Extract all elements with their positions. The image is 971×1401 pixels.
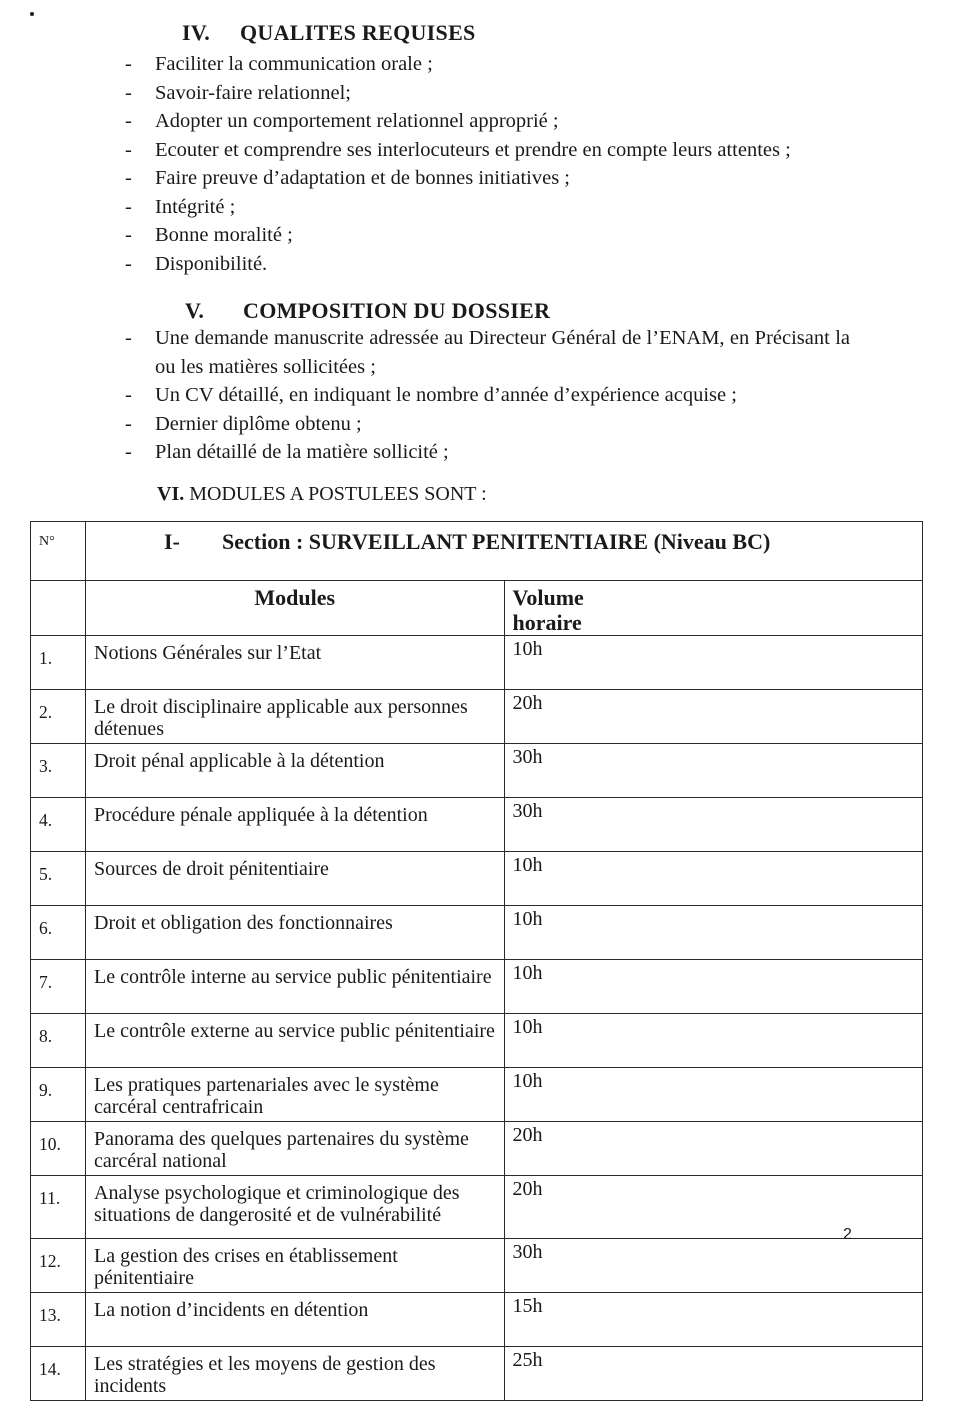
- row-number: 14.: [31, 1347, 86, 1401]
- section-title: Section : SURVEILLANT PENITENTIAIRE (Niveau BC): [222, 529, 771, 554]
- list-item: - Disponibilité.: [125, 250, 843, 279]
- module-name: Le droit disciplinaire applicable aux personnes détenues: [86, 690, 505, 744]
- bullet-dash: -: [125, 384, 132, 406]
- module-name: Le contrôle externe au service public pénitentiaire: [86, 1014, 505, 1068]
- section-iv-title: QUALITES REQUISES: [240, 20, 476, 45]
- module-name: La notion d’incidents en détention: [86, 1293, 505, 1347]
- list-item: - Un CV détaillé, en indiquant le nombre d’année d’expérience acquise ;: [125, 381, 850, 410]
- table-row: [31, 1239, 923, 1293]
- list-item: - Plan détaillé de la matière sollicité ;: [125, 438, 850, 467]
- module-volume: 10h: [504, 960, 923, 1014]
- module-name: Les pratiques partenariales avec le système carcéral centrafricain: [86, 1068, 505, 1122]
- module-volume: 20h: [504, 1122, 923, 1176]
- module-name: Le contrôle interne au service public pénitentiaire: [86, 960, 505, 1014]
- bullet-dash: -: [125, 53, 132, 75]
- bullet-dash: -: [125, 110, 132, 132]
- row-number: 9.: [31, 1068, 86, 1122]
- section-vi-number: VI.: [157, 483, 185, 505]
- table-row: [31, 1176, 923, 1239]
- module-name: Procédure pénale appliquée à la détention: [86, 798, 505, 852]
- list-item: - Une demande manuscrite adressée au Directeur Général de l’ENAM, en Précisant la ou les matières sollicitées ;: [125, 324, 850, 381]
- module-volume: 20h: [504, 690, 923, 744]
- list-item: - Bonne moralité ;: [125, 221, 843, 250]
- table-row: [31, 744, 923, 798]
- list-item: - Dernier diplôme obtenu ;: [125, 410, 850, 439]
- row-number: 7.: [31, 960, 86, 1014]
- bullet-dash: -: [125, 412, 132, 435]
- modules-table: [30, 521, 923, 1401]
- table-section-row: [31, 522, 923, 581]
- list-item: - Faciliter la communication orale ;: [125, 50, 843, 79]
- section-v-number: V.: [185, 298, 205, 323]
- module-name: Notions Générales sur l’Etat: [86, 636, 505, 690]
- bullet-dash: -: [125, 167, 132, 189]
- list-item: - Intégrité ;: [125, 193, 843, 222]
- module-name: La gestion des crises en établissement pénitentiaire: [86, 1239, 505, 1293]
- qualities-list: [125, 50, 843, 278]
- table-row: [31, 1293, 923, 1347]
- module-name: Sources de droit pénitentiaire: [86, 852, 505, 906]
- module-name: Panorama des quelques partenaires du système carcéral national: [86, 1122, 505, 1176]
- section-iv-number: IV.: [182, 20, 211, 45]
- module-volume: 30h: [504, 798, 923, 852]
- section-number: I-: [164, 529, 180, 554]
- section-v-heading: [185, 298, 550, 324]
- bullet-dash: -: [125, 327, 132, 349]
- table-row: [31, 1122, 923, 1176]
- list-item: - Savoir-faire relationnel;: [125, 79, 843, 108]
- module-volume: 10h: [504, 1068, 923, 1122]
- empty-header-cell: [31, 581, 86, 636]
- list-item: - Ecouter et comprendre ses interlocuteurs et prendre en compte leurs attentes ;: [125, 136, 843, 165]
- module-volume: 20h: [504, 1176, 923, 1239]
- module-volume: 10h: [504, 1014, 923, 1068]
- row-number: 11.: [31, 1176, 86, 1239]
- row-number: 6.: [31, 906, 86, 960]
- bullet-dash: -: [125, 441, 132, 463]
- bullet-dash: -: [125, 224, 132, 246]
- module-rows: [31, 636, 923, 1401]
- table-row: [31, 1068, 923, 1122]
- volume-column-header: Volume horaire: [504, 581, 923, 636]
- module-name: Droit et obligation des fonctionnaires: [86, 906, 505, 960]
- section-title-cell: [86, 522, 923, 581]
- section-vi-heading: [157, 483, 487, 506]
- bullet-dash: -: [125, 138, 132, 161]
- bullet-dash: -: [125, 81, 132, 104]
- row-number: 8.: [31, 1014, 86, 1068]
- section-v-title: COMPOSITION DU DOSSIER: [243, 298, 551, 323]
- module-volume: 10h: [504, 852, 923, 906]
- row-number: 13.: [31, 1293, 86, 1347]
- modules-column-header: Modules: [86, 581, 505, 636]
- module-name: Les stratégies et les moyens de gestion des incidents: [86, 1347, 505, 1401]
- module-name: Analyse psychologique et criminologique des situations de dangerosité et de vulnérabilité: [86, 1176, 505, 1239]
- row-number: 12.: [31, 1239, 86, 1293]
- row-number: 3.: [31, 744, 86, 798]
- module-volume: 15h: [504, 1293, 923, 1347]
- module-volume: 30h: [504, 1239, 923, 1293]
- table-row: [31, 852, 923, 906]
- list-item: - Adopter un comportement relationnel approprié ;: [125, 107, 843, 136]
- table-row: [31, 906, 923, 960]
- table-row: [31, 1347, 923, 1401]
- row-number: 5.: [31, 852, 86, 906]
- row-number: 1.: [31, 636, 86, 690]
- table-row: [31, 960, 923, 1014]
- bullet-dash: -: [125, 195, 132, 218]
- table-row: [31, 636, 923, 690]
- table-row: [31, 690, 923, 744]
- list-item: - Faire preuve d’adaptation et de bonnes initiatives ;: [125, 164, 843, 193]
- section-iv-heading: [182, 20, 476, 46]
- dossier-list: [125, 324, 850, 467]
- module-volume: 10h: [504, 906, 923, 960]
- module-volume: 10h: [504, 636, 923, 690]
- row-number: 4.: [31, 798, 86, 852]
- row-number: 2.: [31, 690, 86, 744]
- module-name: Droit pénal applicable à la détention: [86, 744, 505, 798]
- scan-dot: [30, 12, 34, 16]
- section-vi-title: MODULES A POSTULEES SONT :: [189, 483, 487, 505]
- row-number: 10.: [31, 1122, 86, 1176]
- bullet-dash: -: [125, 252, 132, 275]
- number-column-header: N°: [31, 522, 86, 581]
- module-volume: 30h: [504, 744, 923, 798]
- table-header-row: [31, 581, 923, 636]
- module-volume: 25h: [504, 1347, 923, 1401]
- page-number: 2: [843, 1226, 852, 1243]
- table-row: [31, 1014, 923, 1068]
- table-row: [31, 798, 923, 852]
